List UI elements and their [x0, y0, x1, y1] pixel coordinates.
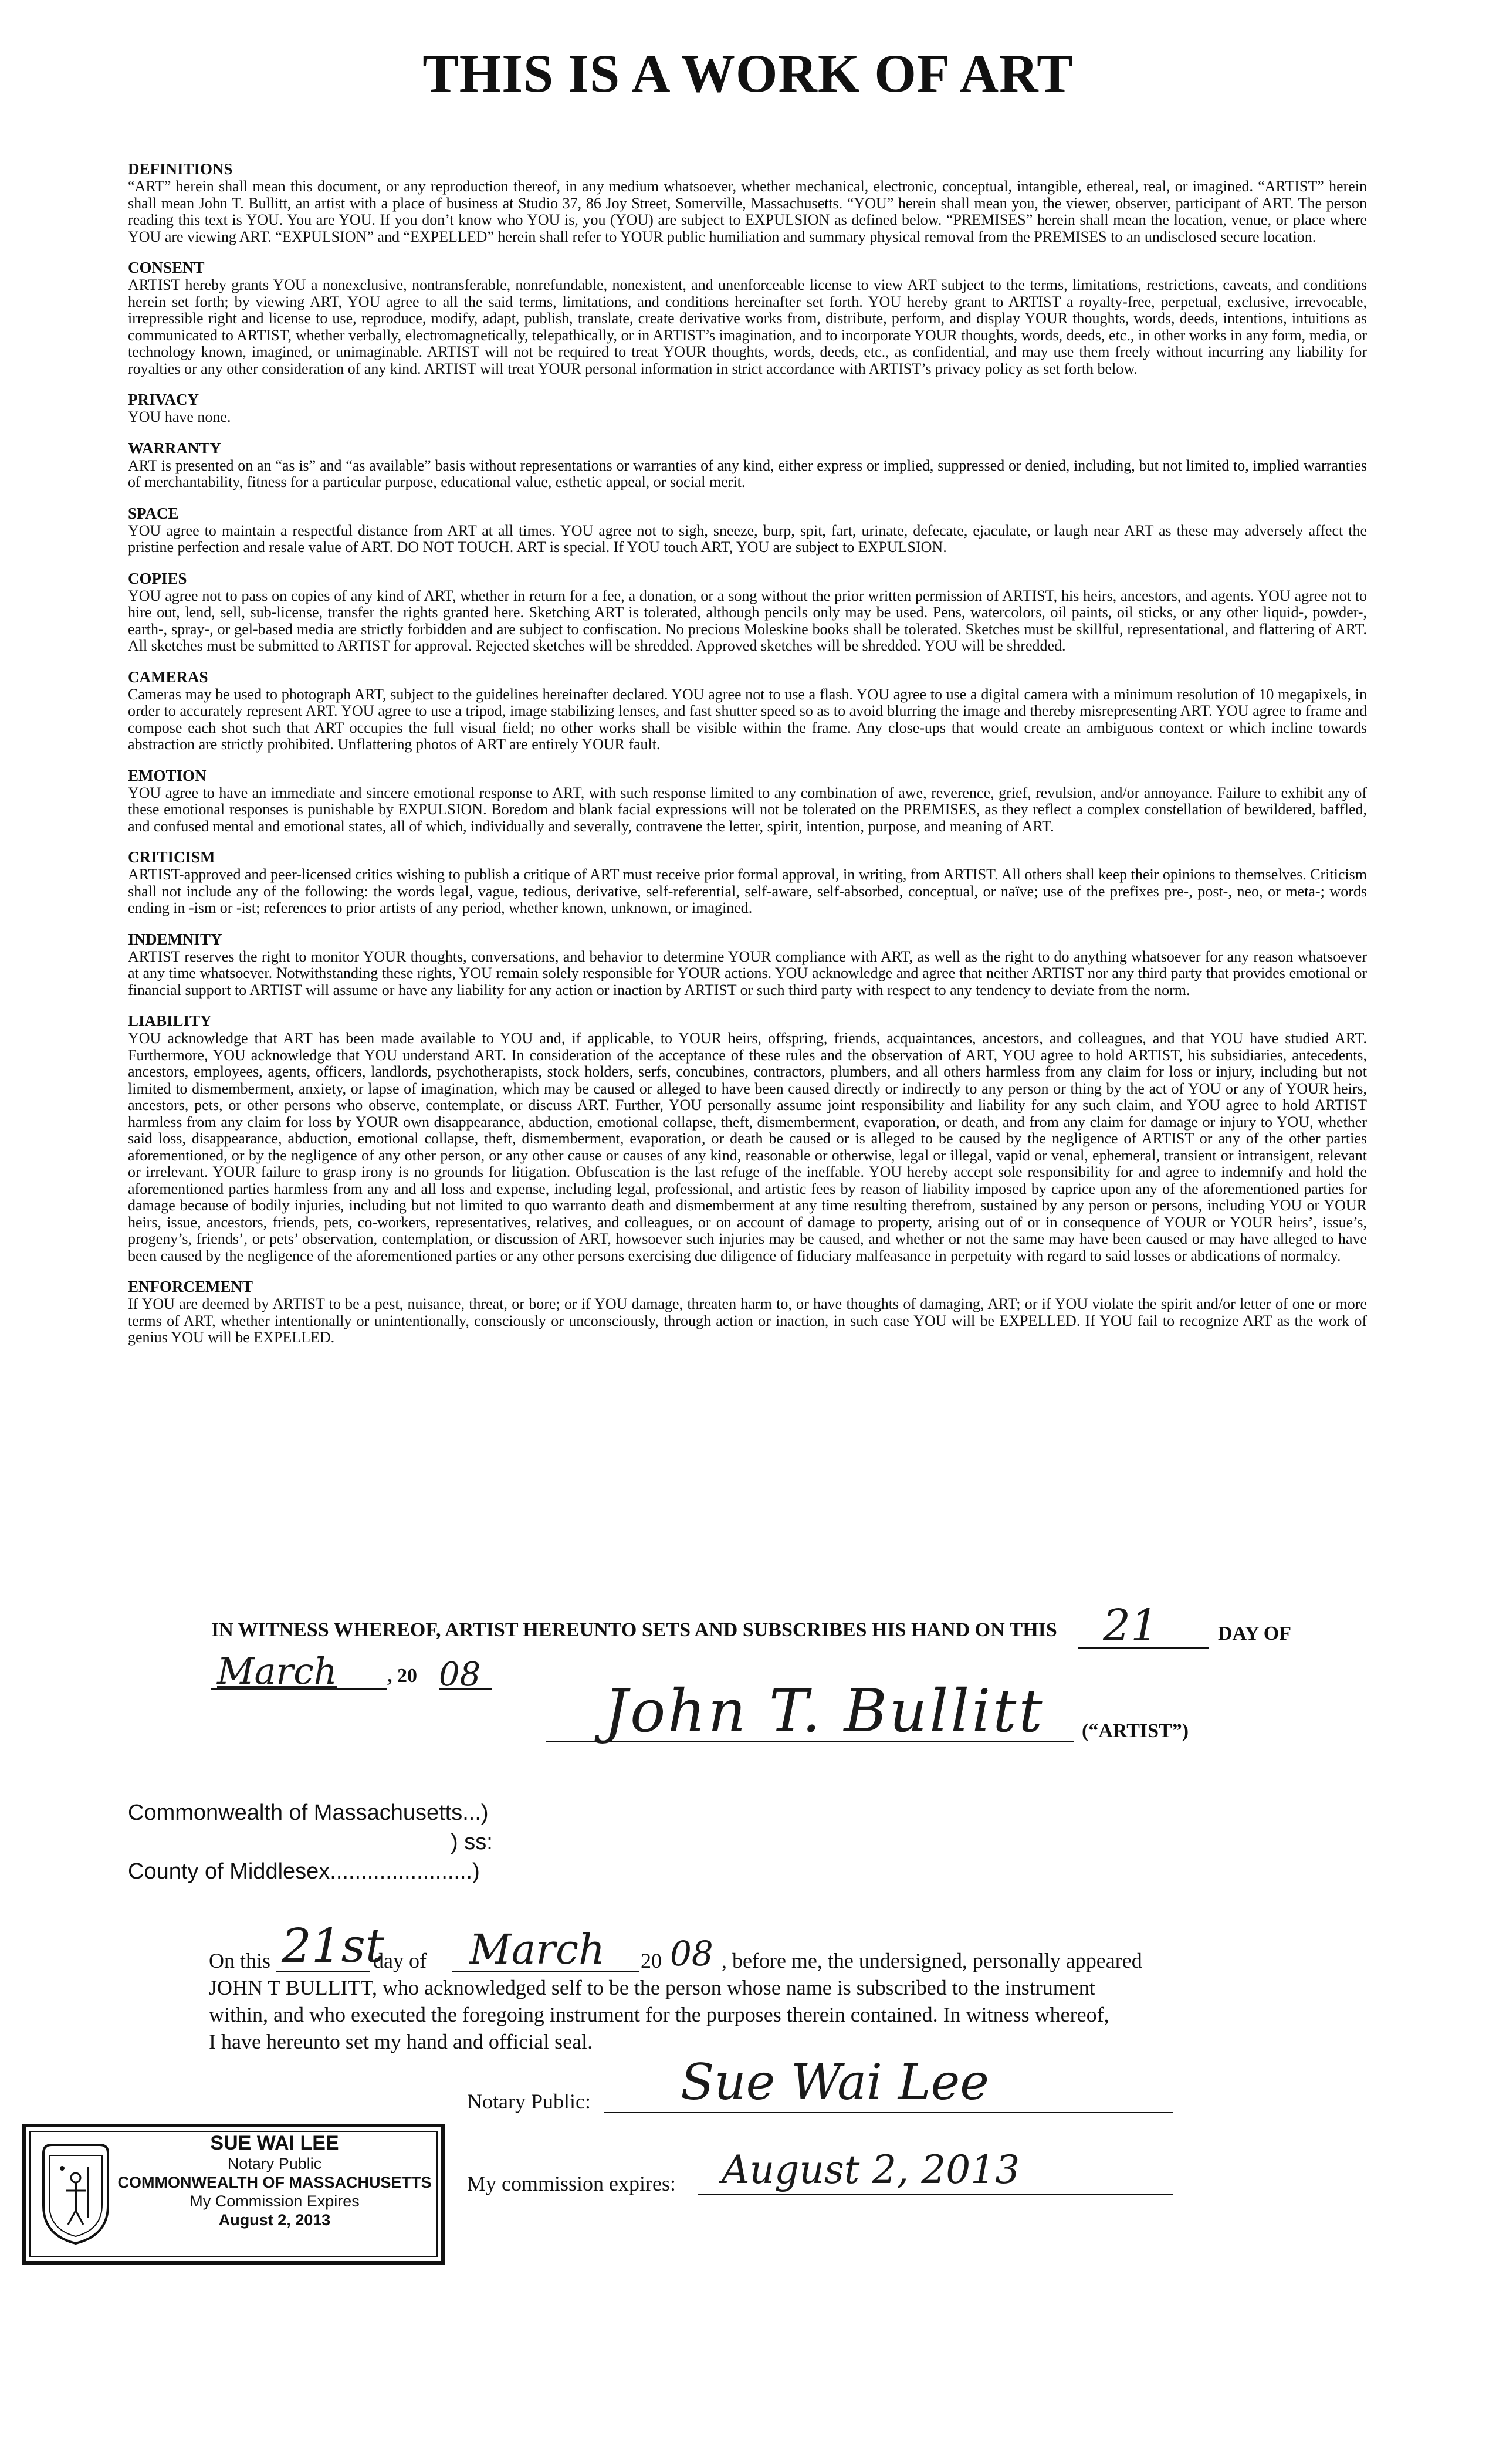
ack-day: 21st — [282, 1918, 384, 1973]
section-warranty — [128, 439, 1367, 491]
section-heading: WARRANTY — [128, 439, 222, 457]
stamp-commission: My Commission Expires — [189, 2192, 360, 2210]
jurisdiction-county: County of Middlesex.......................) — [128, 1859, 480, 1884]
section-consent — [128, 258, 1367, 377]
section-copies — [128, 569, 1367, 655]
ack-year: 08 — [670, 1934, 713, 1974]
section-heading: ENFORCEMENT — [128, 1278, 253, 1295]
section-heading: PRIVACY — [128, 391, 199, 408]
stamp-name: SUE WAI LEE — [210, 2132, 339, 2154]
section-body: YOU have none. — [128, 408, 231, 425]
notary-signature: Sue Wai Lee — [681, 2053, 989, 2111]
ack-day-of: day of — [373, 1949, 427, 1972]
section-indemnity — [128, 930, 1367, 999]
section-heading: DEFINITIONS — [128, 160, 233, 178]
section-body: Cameras may be used to photograph ART, subject to the guidelines hereinafter declared. YOU agree not to use a flash. YOU agree to use a digital camera with a minimum resolution of 10 megapixels, in order to accurately represent ART. YOU agree to use a tripod, image stabilizing lenses, and fast shutter speed so as to avoid blurring the image and thereby misrepresenting ART. YOU agree to frame and compose each shot such that ART occupies the full visual field; no other works shall be visible within the frame. Any close-ups that would create an ambiguous context or which incline towards abstraction are strictly prohibited. Unflattering photos of ART are entirely YOUR fault. — [128, 685, 1367, 753]
section-heading: INDEMNITY — [128, 930, 222, 948]
ack-month: March — [469, 1925, 605, 1974]
terms-body — [128, 160, 1367, 1359]
section-criticism — [128, 848, 1367, 917]
expires-line — [698, 2194, 1173, 2195]
jurisdiction-ss: ) ss: — [451, 1830, 493, 1854]
section-body: YOU agree to maintain a respectful distance from ART at all times. YOU agree not to sigh, sneeze, burp, spit, fart, urinate, defecate, ejaculate, or laugh near ART as these may adversely affect the pristine perfection and resale value of ART. DO NOT TOUCH. ART is special. If YOU touch ART, YOU are subject to EXPULSION. — [128, 522, 1367, 556]
section-body: ARTIST reserves the right to monitor YOUR thoughts, conversations, and behavior to determine YOUR compliance with ART, as well as the right to do anything whatsoever for any reason whatsoever at any time whatsoever. Notwithstanding these rights, YOU remain solely responsible for YOUR actions. YOU acknowledge and agree that neither ARTIST nor any third party that provides emotional or financial support to ARTIST will assume or have any liability for any action or inaction by ARTIST or such third party with respect to any tendency to deviate from the norm. — [128, 947, 1367, 999]
section-privacy — [128, 390, 1367, 426]
notary-signature-line — [604, 2112, 1173, 2113]
section-body: ARTIST-approved and peer-licensed critics wishing to publish a critique of ART must receive prior formal approval, in writing, from ARTIST. All others shall keep their opinions to themselves. Criticism shall not include any of the following: the words legal, vague, tedious, derivative, self-referential, self-aware, self-absorbed, conceptual, or naïve; use of the prefixes pre-, post-, neo, or meta-; words ending in -ism or -ist; references to prior artists of any period, whether known, unknown, or imagined. — [128, 866, 1367, 916]
artist-signature: John T. Bullitt — [604, 1677, 1045, 1745]
section-enforcement — [128, 1277, 1367, 1346]
section-emotion — [128, 766, 1367, 835]
ack-year-prefix: 20 — [641, 1949, 662, 1972]
witness-day-of: DAY OF — [1218, 1623, 1291, 1644]
section-cameras — [128, 668, 1367, 753]
section-heading: CRITICISM — [128, 848, 215, 866]
stamp-date: August 2, 2013 — [218, 2211, 331, 2229]
notary-label: Notary Public: — [467, 2090, 591, 2113]
ack-line4: I have hereunto set my hand and official seal. — [209, 2030, 593, 2053]
jurisdiction-state: Commonwealth of Massachusetts...) — [128, 1800, 489, 1825]
witness-day: 21 — [1103, 1600, 1159, 1651]
section-heading: EMOTION — [128, 766, 207, 784]
section-body: ART is presented on an “as is” and “as available” basis without representations or warranties of any kind, either express or implied, suppressed or denied, including, but not limited to, implied warranties of merchantability, fitness for a particular purpose, educational value, esthetic appeal, or social merit. — [128, 456, 1367, 490]
ack-line2: JOHN T BULLITT, who acknowledged self to be the person whose name is subscribed to the instrument — [209, 1976, 1095, 1999]
section-definitions — [128, 160, 1367, 245]
ack-on-this: On this — [209, 1949, 271, 1972]
section-heading: COPIES — [128, 569, 187, 587]
section-body: YOU agree to have an immediate and sincere emotional response to ART, with such response limited to any combination of awe, reverence, grief, revulsion, and/or annoyance. Failure to exhibit any of these emotional responses is punishable by EXPULSION. Boredom and blank facial expressions will not be tolerated on the PREMISES, as they reflect a complex constellation of bewildered, baffled, and confused mental and emotional states, all of which, individually and severally, contravene the letter, spirit, intention, purpose, and meaning of ART. — [128, 784, 1367, 835]
notary-stamp — [22, 2124, 445, 2265]
section-space — [128, 504, 1367, 556]
witness-year-prefix: , 20 — [387, 1665, 417, 1687]
artist-label: (“ARTIST”) — [1082, 1720, 1189, 1742]
witness-year: 08 — [439, 1656, 481, 1694]
section-body: “ART” herein shall mean this document, or any reproduction thereof, in any medium whatsoever, whether mechanical, electronic, conceptual, intangible, ethereal, real, or imagined. “ARTIST” herein shall mean John T. Bullitt, an artist with a place of business at Studio 37, 86 Joy Street, Somerville, Massachusetts. “YOU” herein shall mean you, the viewer, observer, participant of ART. The person reading this text is YOU. You are YOU. If you don’t know who YOU is, you (YOU) are subject to EXPULSION as defined below. “PREMISES” herein shall mean the location, venue, or place where YOU are viewing ART. “EXPULSION” and “EXPELLED” herein shall refer to YOUR public humiliation and summary physical removal from the PREMISES to an undisclosed secure location. — [128, 178, 1367, 245]
expires-label: My commission expires: — [467, 2172, 676, 2195]
stamp-commonwealth: COMMONWEALTH OF MASSACHUSETTS — [117, 2174, 432, 2191]
ack-line1-rest: , before me, the undersigned, personally appeared — [722, 1949, 1142, 1972]
section-body: YOU acknowledge that ART has been made available to YOU and, if applicable, to YOUR heirs, offspring, friends, acquaintances, ancestors, and colleagues, and that YOU have studied ART. Furthermore, YOU acknowledge that YOU understand ART. In consideration of the acceptance of these rules and the observation of ART, YOU agree to hold ARTIST, his subsidiaries, antecedents, ancestors, employees, agents, officers, landlords, psychotherapists, stock holders, serfs, concubines, contractors, plumbers, and all others harmless from any claim for loss or injury, including but not limited to dismemberment, anxiety, or lapse of imagination, which may be caused or alleged to have been caused directly or indirectly to any person or thing by the act of YOU or any of YOUR heirs, ancestors, pets, or other persons who observe, contemplate, or discuss ART. Further, YOU personally assume joint responsibility and liability for any such claim, and YOU agree to hold ARTIST harmless from any claim for loss by YOUR own disappearance, abduction, emotional collapse, theft, dismemberment, evaporation, or death, and from any claim for damage or injury to YOU, whether said loss, disappearance, abduction, emotional collapse, theft, dismemberment, evaporation, or death be caused or is alleged to be caused by the negligence of ARTIST or any of the other parties aforementioned, or by the negligence of any other person, or any other cause or causes of any kind, reasonable or otherwise, legal or illegal, vapid or venal, ephemeral, transient or intransigent, relevant or irrelevant. YOUR failure to grasp irony is no grounds for litigation. Obfuscation is the last refuge of the ineffable. YOU hereby accept sole responsibility for and agree to indemnify and hold the aforementioned parties harmless from any and all loss and expense, including legal, professional, and artistic fees by reason of liability imposed by caprice upon any of the aforementioned parties for damage because of bodily injuries, including but not limited to quo warranto death and dismemberment at any time resulting therefrom, sustained by any person or persons, including YOU or YOUR heirs, issue, ancestors, friends, pets, co-workers, representatives, relatives, and colleagues, or on account of damage to property, arising out of or in consequence of YOUR or YOUR heirs’, issue’s, progeny’s, friends’, or pets’ observation, contemplation, or discussion of ART, howsoever such injuries may be caused, and whether or not the same may have been caused or may have alleged to have been caused by the negligence of the aforementioned parties or any other persons exercising due diligence of fiduciary malfeasance in perpetuity with regard to said losses or abdications of normalcy. — [128, 1030, 1367, 1264]
section-body: ARTIST hereby grants YOU a nonexclusive, nontransferable, nonrefundable, nonexistent, and unenforceable license to view ART subject to the terms, limitations, restrictions, caveats, and conditions herein set forth; by viewing ART, YOU agree to all the said terms, limitations, and conditions hereinafter set forth. YOU hereby grant to ARTIST a royalty-free, perpetual, exclusive, irrevocable, irrepressible right and license to use, reproduce, modify, adapt, publish, translate, create derivative works from, distribute, perform, and display YOUR thoughts, words, deeds, intentions, intuitions as communicated to ARTIST, whether verbally, electromagnetically, telepathically, or in ARTIST’s imagination, and to incorporate YOUR thoughts, words, deeds, etc., in other works in any form, media, or technology known, imagined, or unimaginable. ARTIST will not be required to treat YOUR thoughts, words, deeds, etc., as confidential, and may use them freely without incurring any liability for royalties or any other consideration of any kind. ARTIST will treat YOUR personal information in strict accordance with ARTIST’s privacy policy as set forth below. — [128, 276, 1367, 377]
document-title: THIS IS A WORK OF ART — [422, 43, 1074, 103]
section-heading: CONSENT — [128, 259, 205, 276]
section-heading: SPACE — [128, 504, 179, 522]
section-heading: LIABILITY — [128, 1012, 212, 1030]
section-body: If YOU are deemed by ARTIST to be a pest, nuisance, threat, or bore; or if YOU damage, threaten harm to, or have thoughts of damaging, ART; or if YOU violate the spirit and/or letter of one or more terms of ART, whether intentionally or unintentionally, consciously or unconsciously, through action or inaction, in such case YOU will be EXPELLED. If YOU fail to recognize ART as the work of genius YOU will be EXPELLED. — [128, 1295, 1367, 1346]
section-liability — [128, 1011, 1367, 1264]
witness-month: March — [217, 1650, 337, 1693]
witness-statement: IN WITNESS WHEREOF, ARTIST HEREUNTO SETS AND SUBSCRIBES HIS HAND ON THIS — [211, 1619, 1057, 1641]
stamp-title: Notary Public — [227, 2155, 322, 2172]
expires-value: August 2, 2013 — [722, 2147, 1020, 2192]
section-body: YOU agree not to pass on copies of any kind of ART, whether in return for a fee, a donation, or a song without the prior written permission of ARTIST, his heirs, ancestors, and agents. YOU agree not to hire out, lend, sell, sub-license, transfer the rights granted here. Sketching ART is tolerated, although pencils only may be used. Pens, watercolors, oil paints, oil sticks, or any other liquid-, powder-, earth-, spray-, or gel-based media are strictly forbidden and are subject to confiscation. No precious Moleskine books shall be tolerated. Sketches must be skillful, representational, and flattering of ART. All sketches must be submitted to ARTIST for approval. Rejected sketches will be shredded. Approved sketches will be shredded. YOU will be shredded. — [128, 587, 1367, 654]
ack-line3: within, and who executed the foregoing instrument for the purposes therein contained. In witness whereof, — [209, 2003, 1109, 2026]
massachusetts-seal-icon — [39, 2141, 113, 2247]
section-heading: CAMERAS — [128, 668, 208, 686]
